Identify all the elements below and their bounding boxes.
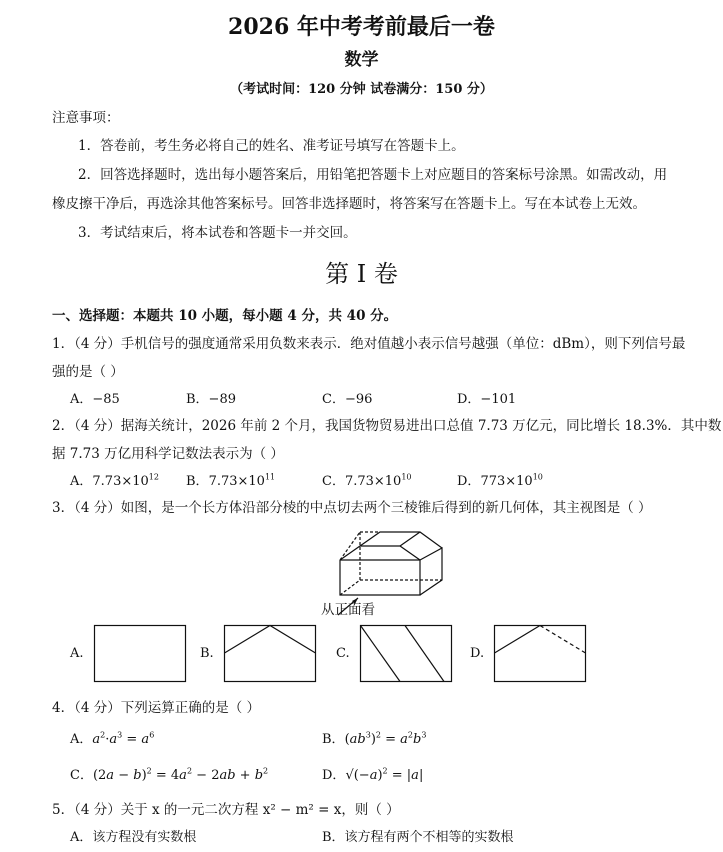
q3-option-c-figure <box>360 625 452 682</box>
question-5-line1: 5．（4 分）关于 x 的一元二次方程 x² − m² = x，则（ ） <box>52 802 400 818</box>
exam-info: （考试时间：120 分钟 试卷满分：150 分） <box>230 82 493 97</box>
question-3-line1: 3．（4 分）如图，是一个长方体沿部分棱的中点切去两个三棱锥后得到的新几何体，其主视图是（ ） <box>52 500 652 516</box>
notice-item-3: 3．考试结束后，将本试卷和答题卡一并交回。 <box>78 225 357 241</box>
q3-option-b-label: B. <box>200 646 214 661</box>
question-1-line1: 1．（4 分）手机信号的强度通常采用负数来表示．绝对值越小表示信号越强（单位：dBm），则下列信号最 <box>52 336 686 352</box>
q1-option-c: C．−96 <box>322 392 373 407</box>
notice-item-2-line1: 2．回答选择题时，选出每小题答案后，用铅笔把答题卡上对应题目的答案标号涂黑。如需改动，用 <box>78 167 668 183</box>
q5-option-b: B．该方程有两个不相等的实数根 <box>322 830 514 845</box>
section-heading: 一、选择题：本题共 10 小题，每小题 4 分，共 40 分。 <box>52 308 398 324</box>
q3-option-b-figure <box>224 625 316 682</box>
volume-title: 第 I 卷 <box>325 260 398 288</box>
q4-option-a: A．$a^2\cdot a^3 = a^6$ <box>70 730 155 747</box>
notice-item-1: 1．答卷前，考生务必将自己的姓名、准考证号填写在答题卡上。 <box>78 138 465 154</box>
q5-option-a: A．该方程没有实数根 <box>70 830 197 845</box>
notice-heading: 注意事项： <box>52 110 120 126</box>
q2-option-a: A．$7.73\times 10^{12}$ <box>70 472 159 489</box>
q3-option-a-figure <box>94 625 186 682</box>
q4-option-c: C．$(2a - b)^2 = 4a^2 - 2ab + b^2$ <box>70 766 269 783</box>
figure-caption: 从正面看 <box>321 602 375 618</box>
q1-option-b: B．−89 <box>186 392 236 407</box>
subject-title: 数学 <box>344 50 379 70</box>
question-4-line1: 4．（4 分）下列运算正确的是（ ） <box>52 700 261 716</box>
exam-title: 2026 年中考考前最后一卷 <box>228 14 495 40</box>
q2-option-d: D．$773\times 10^{10}$ <box>457 472 543 489</box>
q3-option-a-label: A. <box>70 646 84 661</box>
q2-option-c: C．$7.73\times 10^{10}$ <box>322 472 412 489</box>
q3-option-c-label: C. <box>336 646 350 661</box>
question-2-line2: 据 7.73 万亿用科学记数法表示为（ ） <box>52 446 284 462</box>
q3-option-d-figure <box>494 625 586 682</box>
q2-option-b: B．$7.73\times 10^{11}$ <box>186 472 276 489</box>
q4-option-b: B．$(ab^3)^2 = a^2b^3$ <box>322 730 427 747</box>
q3-option-d-label: D. <box>470 646 485 661</box>
solid-figure <box>330 520 450 600</box>
q1-option-a: A．−85 <box>70 392 120 407</box>
q1-option-d: D．−101 <box>457 392 517 407</box>
question-1-line2: 强的是（ ） <box>52 364 124 380</box>
q4-option-d: D．$√(-a)^2 = |a|$ <box>322 766 424 783</box>
notice-item-2-line2: 橡皮擦干净后，再选涂其他答案标号。回答非选择题时，将答案写在答题卡上。写在本试卷上无效。 <box>52 196 646 212</box>
question-2-line1: 2．（4 分）据海关统计，2026 年前 2 个月，我国货物贸易进出口总值 7.73 万亿元，同比增长 18.3%．其中数 <box>52 418 722 434</box>
